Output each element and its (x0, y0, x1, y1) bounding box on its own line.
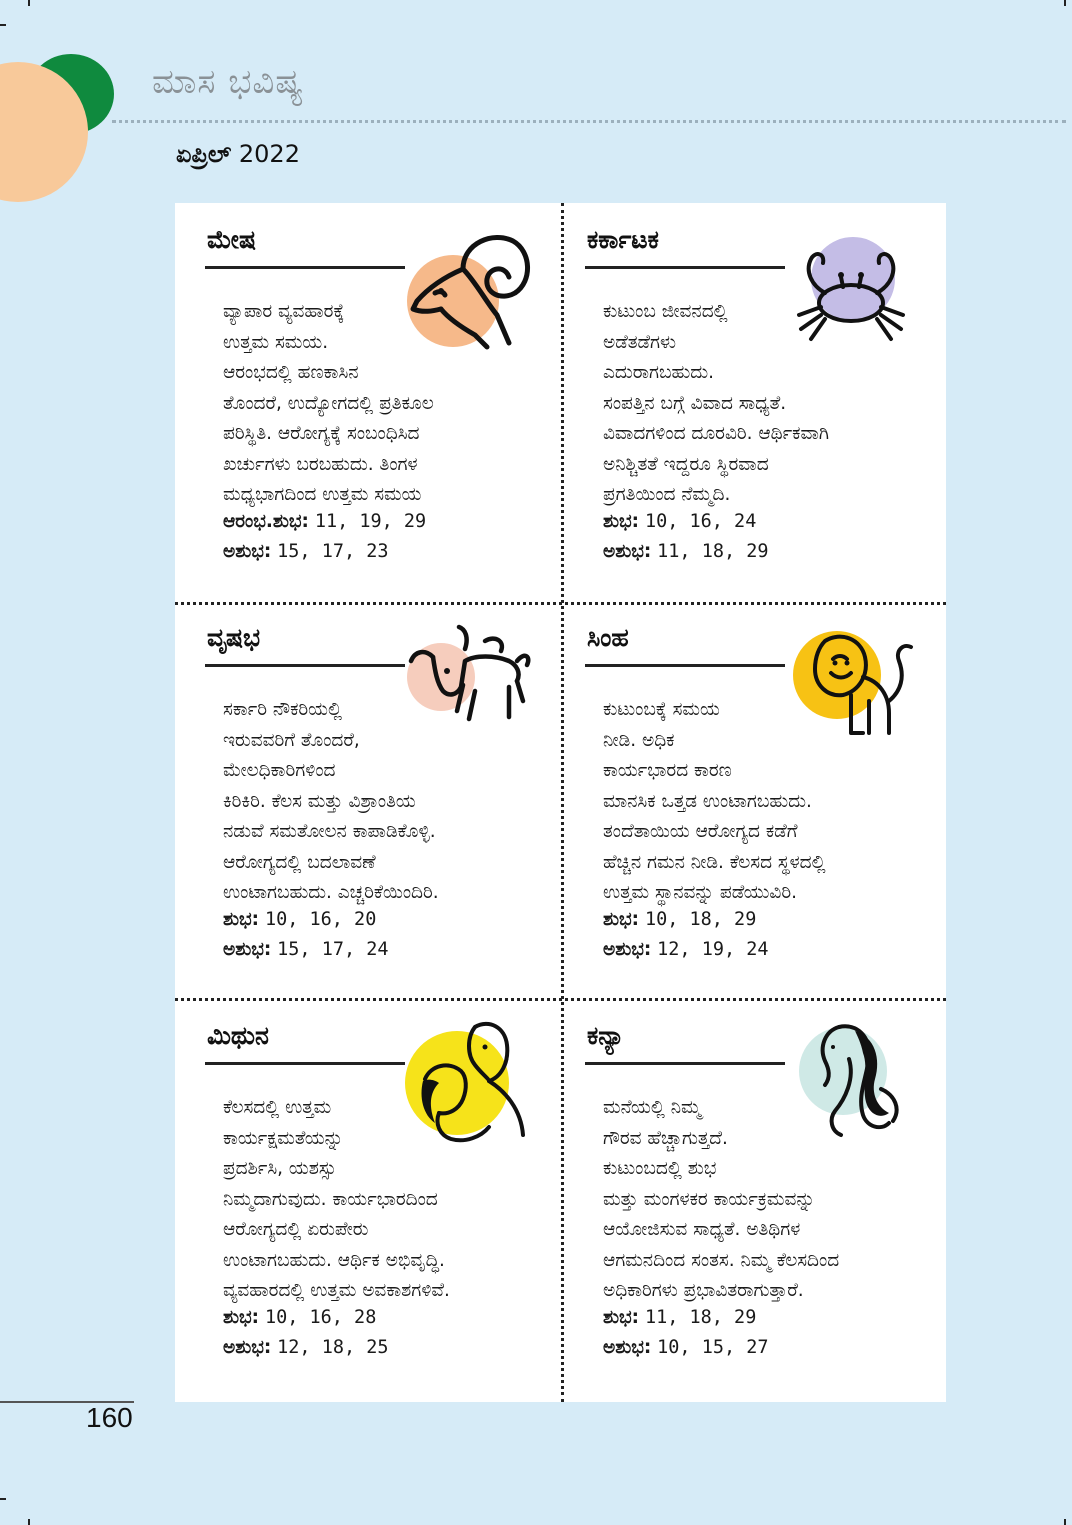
crop-mark (0, 1498, 6, 1500)
forecast-line: ಪ್ರಗತಿಯಿಂದ ನೆಮ್ಮದಿ. (603, 484, 731, 505)
header-dotted-divider (112, 120, 1066, 123)
forecast-line: ಪರಿಸ್ಥಿತಿ. ಆರೋಗ್ಯಕ್ಕೆ ಸಂಬಂಧಿಸಿದ (223, 423, 420, 444)
unlucky-values: 11, 18, 29 (657, 541, 769, 562)
year-label: 2022 (238, 140, 300, 168)
unlucky-label: ಅಶುಭ: (603, 1337, 652, 1358)
crop-mark (28, 1519, 30, 1525)
lucky-days (603, 909, 756, 930)
forecast-line: ಮಾನಸಿಕ ಒತ್ತಡ ಉಂಟಾಗಬಹುದು. (603, 790, 812, 812)
sign-underline (205, 664, 405, 667)
lucky-label: ಶುಭ: (603, 1307, 640, 1328)
forecast-text (223, 1093, 543, 1307)
sign-name: ಕನ್ಯಾ (587, 1021, 625, 1050)
page-number: 160 (86, 1402, 133, 1433)
crop-mark (1064, 0, 1066, 6)
forecast-line: ಕೆಲಸದಲ್ಲಿ ಉತ್ತಮ (223, 1097, 332, 1118)
forecast-line: ಕಿರಿಕಿರಿ. ಕೆಲಸ ಮತ್ತು ವಿಶ್ರಾಂತಿಯ (223, 790, 416, 812)
lucky-days (223, 511, 426, 532)
forecast-line: ಅನಿಶ್ಚಿತತೆ ಇದ್ದರೂ ಸ್ಥಿರವಾದ (603, 453, 769, 475)
unlucky-label: ಅಶುಭ: (223, 541, 272, 562)
unlucky-days (603, 1337, 769, 1358)
forecast-line: ನಿಮ್ಮದಾಗುವುದು. ಕಾರ್ಯಭಾರದಿಂದ (223, 1188, 438, 1210)
forecast-line: ಮಧ್ಯಭಾಗದಿಂದ ಉತ್ತಮ ಸಮಯ (223, 484, 422, 505)
forecast-line: ಇರುವವರಿಗೆ ತೊಂದರೆ, (223, 729, 360, 751)
forecast-line: ನಡುವೆ ಸಮತೋಲನ ಕಾಪಾಡಿಕೊಳ್ಳಿ. (223, 821, 436, 842)
forecast-line: ಹೆಚ್ಚಿನ ಗಮನ ನೀಡಿ. ಕೆಲಸದ ಸ್ಥಳದಲ್ಲಿ (603, 851, 826, 873)
forecast-text (603, 1093, 923, 1307)
forecast-line: ಕುಟುಂಬಕ್ಕೆ ಸಮಯ (603, 699, 720, 720)
page-title: ಮಾಸ ಭವಿಷ್ಯ (152, 62, 305, 102)
sign-underline (205, 1062, 405, 1065)
forecast-line: ಕುಟುಂಬದಲ್ಲಿ ಶುಭ (603, 1158, 717, 1179)
unlucky-values: 15, 17, 23 (277, 541, 389, 562)
unlucky-label: ಅಶುಭ: (223, 939, 272, 960)
unlucky-days (223, 541, 389, 562)
forecast-line: ಮೇಲಧಿಕಾರಿಗಳಿಂದ (223, 760, 336, 781)
forecast-line: ಕಾರ್ಯಭಾರದ ಕಾರಣ (603, 760, 732, 781)
forecast-line: ಉತ್ತಮ ಸಮಯ. (223, 331, 329, 353)
sign-card-cancer (555, 203, 935, 599)
forecast-line: ಕುಟುಂಬ ಜೀವನದಲ್ಲಿ (603, 301, 728, 322)
forecast-line: ಪ್ರದರ್ಶಿಸಿ, ಯಶಸ್ಸು (223, 1158, 337, 1179)
lucky-label: ಶುಭ: (223, 909, 260, 930)
lucky-label: ಶುಭ: (603, 909, 640, 930)
crop-mark (0, 24, 6, 26)
unlucky-values: 12, 19, 24 (657, 939, 769, 960)
unlucky-days (223, 1337, 389, 1358)
unlucky-days (603, 939, 769, 960)
forecast-line: ಆರಂಭದಲ್ಲಿ ಹಣಕಾಸಿನ (223, 362, 359, 383)
forecast-line: ಖರ್ಚುಗಳು ಬರಬಹುದು. ತಿಂಗಳ (223, 453, 418, 475)
forecast-line: ಉತ್ತಮ ಸ್ಥಾನವನ್ನು ಪಡೆಯುವಿರಿ. (603, 882, 797, 903)
sign-underline (585, 664, 785, 667)
sign-name: ಮಿಥುನ (207, 1021, 269, 1050)
forecast-line: ಗೌರವ ಹೆಚ್ಚಾಗುತ್ತದೆ. (603, 1127, 728, 1149)
lucky-values: 11, 18, 29 (644, 1307, 757, 1328)
forecast-line: ಮನೆಯಲ್ಲಿ ನಿಮ್ಮ (603, 1097, 702, 1118)
unlucky-label: ಅಶುಭ: (603, 541, 652, 562)
horoscope-panel (175, 203, 946, 1402)
forecast-line: ನೀಡಿ. ಅಧಿಕ (603, 729, 675, 751)
forecast-line: ಸಂಪತ್ತಿನ ಬಗ್ಗೆ ವಿವಾದ ಸಾಧ್ಯತೆ. (603, 392, 787, 414)
sign-name: ಸಿಂಹ (587, 623, 629, 652)
lucky-days (223, 1307, 376, 1328)
forecast-text (603, 695, 923, 909)
unlucky-values: 12, 18, 25 (277, 1337, 389, 1358)
sign-name: ಕರ್ಕಾಟಕ (587, 225, 659, 254)
forecast-line: ತಂದೆತಾಯಿಯ ಆರೋಗ್ಯದ ಕಡೆಗೆ (603, 821, 798, 842)
lucky-label: ಆರಂಭ.ಶುಭ: (223, 511, 309, 532)
forecast-line: ಆಯೋಜಿಸುವ ಸಾಧ್ಯತೆ. ಅತಿಥಿಗಳ (603, 1219, 801, 1240)
sign-card-virgo (555, 999, 935, 1395)
forecast-line: ಅಧಿಕಾರಿಗಳು ಪ್ರಭಾವಿತರಾಗುತ್ತಾರೆ. (603, 1280, 804, 1301)
sign-card-gemini (175, 999, 555, 1395)
forecast-line: ಸರ್ಕಾರಿ ನೌಕರಿಯಲ್ಲಿ (223, 699, 342, 720)
sign-underline (205, 266, 405, 269)
forecast-line: ಎದುರಾಗಬಹುದು. (603, 362, 714, 383)
crop-mark (1064, 1519, 1066, 1525)
forecast-line: ಉಂಟಾಗಬಹುದು. ಎಚ್ಚರಿಕೆಯಿಂದಿರಿ. (223, 882, 439, 903)
forecast-text (223, 297, 543, 511)
forecast-line: ವ್ಯಾಪಾರ ವ್ಯವಹಾರಕ್ಕೆ (223, 301, 345, 322)
forecast-line: ಆರೋಗ್ಯದಲ್ಲಿ ಬದಲಾವಣೆ (223, 851, 376, 873)
lucky-values: 10, 16, 20 (264, 909, 377, 930)
forecast-line: ಉಂಟಾಗಬಹುದು. ಆರ್ಥಿಕ ಅಭಿವೃದ್ಧಿ. (223, 1249, 445, 1271)
forecast-line: ಮತ್ತು ಮಂಗಳಕರ ಕಾರ್ಯಕ್ರಮವನ್ನು (603, 1188, 816, 1210)
month-label: ಏಪ್ರಿಲ್ (176, 140, 232, 168)
forecast-line: ವಿವಾದಗಳಿಂದ ದೂರವಿರಿ. ಆರ್ಥಿಕವಾಗಿ (603, 423, 830, 444)
forecast-line: ತೊಂದರೆ, ಉದ್ಯೋಗದಲ್ಲಿ ಪ್ರತಿಕೂಲ (223, 392, 434, 414)
forecast-text (223, 695, 543, 909)
forecast-line: ಕಾರ್ಯಕ್ಷಮತೆಯನ್ನು (223, 1127, 344, 1149)
lucky-values: 10, 18, 29 (644, 909, 757, 930)
unlucky-label: ಅಶುಭ: (603, 939, 652, 960)
sign-card-leo (555, 601, 935, 997)
unlucky-days (603, 541, 769, 562)
crop-mark (28, 0, 30, 6)
sign-card-aries (175, 203, 555, 599)
sign-underline (585, 1062, 785, 1065)
unlucky-days (223, 939, 389, 960)
lucky-days (603, 1307, 756, 1328)
month-heading (176, 140, 300, 168)
lucky-label: ಶುಭ: (223, 1307, 260, 1328)
sign-underline (585, 266, 785, 269)
lucky-days (603, 511, 756, 532)
lucky-label: ಶುಭ: (603, 511, 640, 532)
sign-card-taurus (175, 601, 555, 997)
lucky-days (223, 909, 376, 930)
unlucky-values: 10, 15, 27 (657, 1337, 769, 1358)
forecast-line: ವ್ಯವಹಾರದಲ್ಲಿ ಉತ್ತಮ ಅವಕಾಶಗಳಿವೆ. (223, 1280, 450, 1301)
forecast-line: ಅಡೆತಡೆಗಳು (603, 331, 676, 353)
lucky-values: 11, 19, 29 (314, 511, 427, 532)
unlucky-values: 15, 17, 24 (277, 939, 389, 960)
forecast-line: ಆಗಮನದಿಂದ ಸಂತಸ. ನಿಮ್ಮ ಕೆಲಸದಿಂದ (603, 1249, 840, 1271)
lucky-values: 10, 16, 28 (264, 1307, 377, 1328)
unlucky-label: ಅಶುಭ: (223, 1337, 272, 1358)
forecast-line: ಆರೋಗ್ಯದಲ್ಲಿ ಏರುಪೇರು (223, 1219, 369, 1240)
sign-name: ವೃಷಭ (207, 623, 261, 652)
forecast-text (603, 297, 923, 511)
sign-name: ಮೇಷ (207, 225, 256, 254)
lucky-values: 10, 16, 24 (644, 511, 757, 532)
